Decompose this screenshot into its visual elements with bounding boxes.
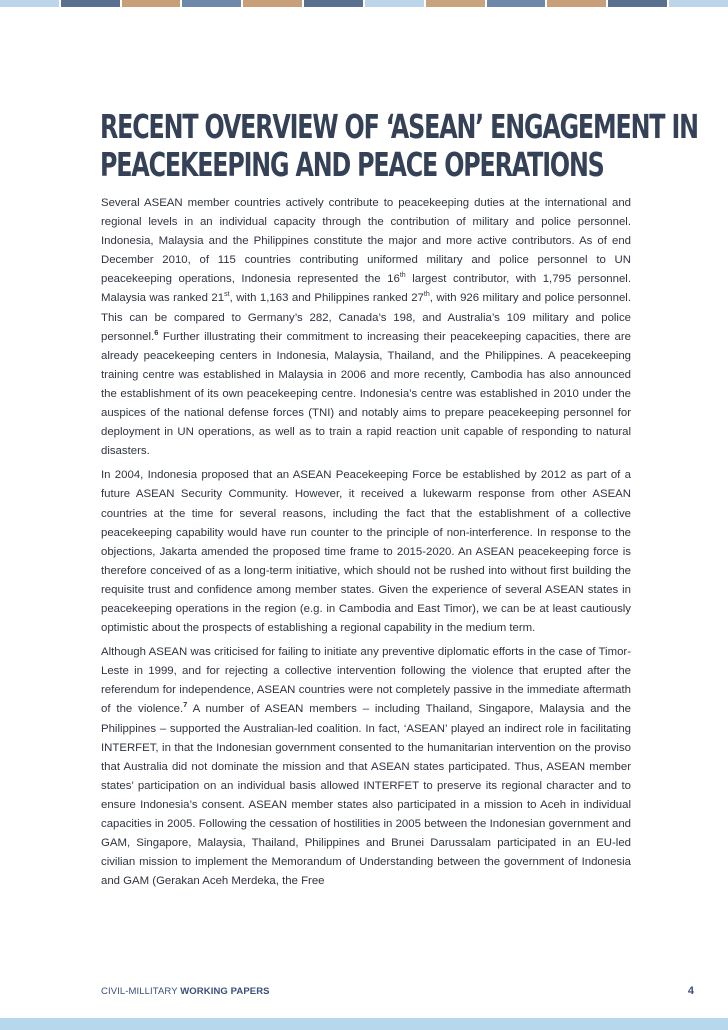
- top-color-stripe: [0, 0, 728, 7]
- top-stripe-segment: [122, 0, 181, 7]
- ordinal-suffix: st: [224, 291, 230, 299]
- paragraph-1-text-e: Further illustrating their commitment to increasing their peacekeeping capacities, there are already peacekeeping centers in Indonesia, Malaysia, Thailand, and the Philippines. A peacekeeping training centre was established in Malaysia in 2006 and more recently, Cambodia has also announced the establishment of its own peacekeeping centre. Indonesia’s centre was established in 2010 under the auspices of the national defense forces (TNI) and notably aims to prepare peacekeeping personnel for deployment in UN operations, as well as to train a rapid reaction unit capable of responding to natural disasters.: [101, 330, 631, 458]
- publication-label-thin: CIVIL-MILLITARY: [101, 986, 178, 997]
- top-stripe-segment: [547, 0, 606, 7]
- top-stripe-segment: [669, 0, 728, 7]
- paragraph-3-text-b: A number of ASEAN members – including Thailand, Singapore, Malaysia and the Philippines – supported the Australian-led coalition. In fact, ‘ASEAN’ played an indirect role in facilitating INTERFET, in that the Indonesian government consented to the humanitarian intervention on the proviso that Australia did not dominate the mission and that ASEAN states participated. Thus, ASEAN member states’ participation on an individual basis allowed INTERFET to preserve its regional character and to ensure Indonesia’s consent. ASEAN member states also participated in a mission to Aceh in individual capacities in 2005. Following the cessation of hostilities in 2005 between the Indonesian government and GAM, Singapore, Malaysia, Thailand, Philippines and Brunei Darussalam participated in an EU-led civilian mission to implement the Memorandum of Understanding between the government of Indonesia and GAM (Gerakan Aceh Merdeka, the Free: [101, 703, 631, 888]
- publication-label-bold: WORKING PAPERS: [180, 986, 270, 997]
- top-stripe-segment: [0, 0, 59, 7]
- top-stripe-segment: [243, 0, 302, 7]
- bottom-color-stripe: [0, 1018, 728, 1030]
- top-stripe-segment: [61, 0, 120, 7]
- paragraph-1-text-c: , with 1,163 and Philippines ranked 27: [229, 292, 424, 305]
- top-stripe-segment: [487, 0, 546, 7]
- footnote-marker-6[interactable]: 6: [154, 327, 159, 337]
- top-stripe-segment: [304, 0, 363, 7]
- body-text: [101, 194, 631, 896]
- page-footer: [101, 986, 694, 1000]
- paragraph-1-text-a: Several ASEAN member countries actively contribute to peacekeeping duties at the international and regional levels in an individual capacity through the contribution of military and police personnel. Indonesia, Malaysia and the Philippines constitute the major and more active contributors. As of end December 2010, of 115 countries contributing uniformed military and police personnel to UN peacekeeping operations, Indonesia represented the 16: [101, 197, 631, 286]
- paragraph-1-text-d: , with 926 military and police personnel. This can be compared to Germany’s 282, Canada’s 198, and Australia’s 109 military and police personnel.: [101, 292, 631, 343]
- top-stripe-segment: [182, 0, 241, 7]
- paragraph-3: [101, 643, 631, 891]
- ordinal-suffix: th: [423, 291, 430, 299]
- footnote-marker-7[interactable]: 7: [183, 700, 188, 710]
- top-stripe-segment: [426, 0, 485, 7]
- paragraph-1-text-b: largest contributor, with 1,795 personnel. Malaysia was ranked 21: [101, 273, 631, 305]
- top-stripe-segment: [608, 0, 667, 7]
- ordinal-suffix: th: [399, 272, 406, 280]
- publication-label: [101, 986, 270, 997]
- title-line-1: RECENT OVERVIEW OF ‘ASEAN’ ENGAGEMENT IN: [100, 107, 698, 146]
- paragraph-2: In 2004, Indonesia proposed that an ASEAN Peacekeeping Force be established by 2012 as part of a future ASEAN Security Community. However, it received a lukewarm response from other ASEAN countries at the time for several reasons, including the fact that the establishment of a collective peacekeeping capability would have run counter to the principle of non-interference. In response to the objections, Jakarta amended the proposed time frame to 2015-2020. An ASEAN peacekeeping force is therefore conceived of as a long-term initiative, which should not be rushed into without first building the requisite trust and confidence among member states. Given the experience of several ASEAN states in peacekeeping operations in the region (e.g. in Cambodia and East Timor), we can be at least cautiously optimistic about the prospects of establishing a regional capability in the medium term.: [101, 469, 631, 635]
- title-line-2: PEACEKEEPING AND PEACE OPERATIONS: [100, 145, 604, 184]
- paragraph-3-text-a: Although ASEAN was criticised for failing to initiate any preventive diplomatic efforts in the case of Timor-Leste in 1999, and for rejecting a collective intervention following the violence that erupted after the referendum for independence, ASEAN countries were not completely passive in the immediate aftermath of the violence.: [101, 646, 631, 716]
- paragraph-1: [101, 194, 631, 461]
- page-title: [100, 107, 698, 184]
- top-stripe-segment: [365, 0, 424, 7]
- page-number: 4: [687, 985, 694, 997]
